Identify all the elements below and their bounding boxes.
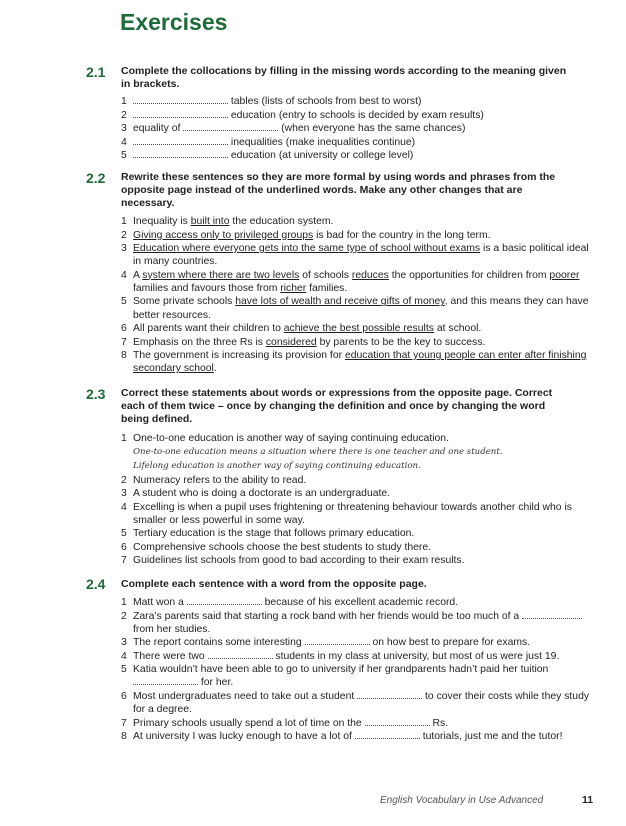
handwritten-answer: Lifelong education is another way of saying continuing education. xyxy=(133,461,421,472)
list-item: 7 Guidelines list schools from good to bad according to their exam results. xyxy=(121,555,465,567)
list-item: 5 Tertiary education is the stage that follows primary education. xyxy=(121,528,415,540)
list-item: 3 Education where everyone gets into the same type of school without exams is a basic political ideal in many countries. xyxy=(121,243,589,268)
exercise-list xyxy=(121,432,591,568)
exercise-number: 2.4 xyxy=(86,576,106,592)
list-item: 3 A student who is doing a doctorate is an undergraduate. xyxy=(121,488,391,499)
list-item: 4 A system where there are two levels of schools reduces the opportunities for children from poorer families and favours those from richer families. xyxy=(121,269,580,294)
answer-blank xyxy=(365,717,430,726)
answer-blank xyxy=(522,610,582,619)
answer-blank xyxy=(133,95,228,104)
exercise-list xyxy=(121,215,591,376)
exercise-number: 2.1 xyxy=(86,64,106,80)
list-item: 6 All parents want their children to achieve the best possible results at school. xyxy=(121,323,482,335)
list-item: 4 There were two students in my class at university, but most of us were just 19. xyxy=(121,650,560,662)
answer-blank xyxy=(133,109,228,118)
answer-blank xyxy=(133,149,228,158)
list-item: 4 Excelling is when a pupil uses frightening or threatening behaviour towards another child who is smaller or less powerful in some way. xyxy=(121,501,572,526)
answer-blank xyxy=(133,136,228,145)
list-item: 5 education (at university or college level) xyxy=(121,150,414,161)
answer-blank xyxy=(183,122,278,131)
list-item: 5 Katia wouldn’t have been able to go to university if her grandparents hadn’t paid her tuition for her. xyxy=(121,664,549,689)
exercise-number: 2.2 xyxy=(86,170,106,186)
list-item: 3 The report contains some interesting on how best to prepare for exams. xyxy=(121,637,531,649)
list-item: 1 tables (lists of schools from best to worst) xyxy=(121,96,422,107)
exercise-instructions: Rewrite these sentences so they are more formal by using words and phrases from the opposite page instead of the underlined words. Make any other changes that are necessary. xyxy=(121,171,556,209)
answer-blank xyxy=(208,650,273,659)
footer-book-title: English Vocabulary in Use Advanced xyxy=(380,795,544,806)
list-item: 6 Comprehensive schools choose the best students to study there. xyxy=(121,541,432,553)
answer-blank xyxy=(133,676,198,685)
list-item: 2 Numeracy refers to the ability to read. xyxy=(121,474,307,486)
list-item: 1 Matt won a because of his excellent academic record. xyxy=(121,597,459,608)
answer-blank xyxy=(355,730,420,739)
list-item: 1 One-to-one education is another way of saying continuing education. One-to-one education means a situation where there is one teacher and one student. Lifelong education is another way of saying continuing education. xyxy=(121,433,503,472)
list-item: 8 The government is increasing its provision for education that young people can enter after finishing secondary school. xyxy=(121,350,587,375)
page-title: Exercises xyxy=(120,9,228,35)
handwritten-answer: One-to-one education means a situation where there is one teacher and one student. xyxy=(133,447,503,458)
list-item: 5 Some private schools have lots of wealth and receive gifts of money, and this means they can have better resources. xyxy=(121,296,589,321)
list-item: 8 At university I was lucky enough to have a lot of tutorials, just me and the tutor! xyxy=(121,731,563,743)
list-item: 2 Zara’s parents said that starting a rock band with her friends would be too much of a from her studies. xyxy=(121,610,591,636)
answer-blank xyxy=(187,596,262,605)
list-item: 4 inequalities (make inequalities continue) xyxy=(121,136,416,148)
list-item: 3 equality of (when everyone has the same chances) xyxy=(121,123,466,134)
page-number: 11 xyxy=(582,794,594,806)
list-item: 6 Most undergraduates need to take out a student to cover their costs while they study for a degree. xyxy=(121,690,590,716)
exercise-instructions: Complete the collocations by filling in the missing words according to the meaning given in brackets. xyxy=(121,65,567,90)
exercise-list xyxy=(121,95,591,163)
exercise-number: 2.3 xyxy=(86,386,106,402)
exercise-list xyxy=(121,596,591,744)
answer-blank xyxy=(305,636,370,645)
answer-blank xyxy=(357,690,422,699)
exercise-instructions: Complete each sentence with a word from the opposite page. xyxy=(121,578,427,590)
list-item: 2 education (entry to schools is decided by exam results) xyxy=(121,109,484,121)
list-item: 1 Inequality is built into the education system. xyxy=(121,216,334,227)
list-item: 7 Primary schools usually spend a lot of time on the Rs. xyxy=(121,717,449,729)
list-item: 7 Emphasis on the three Rs is considered by parents to be the key to success. xyxy=(121,336,486,348)
list-item: 2 Giving access only to privileged groups is bad for the country in the long term. xyxy=(121,229,491,241)
exercise-instructions: Correct these statements about words or expressions from the opposite page. Correct each of them twice – once by changing the definition and once by changing the word being defined. xyxy=(121,387,553,425)
